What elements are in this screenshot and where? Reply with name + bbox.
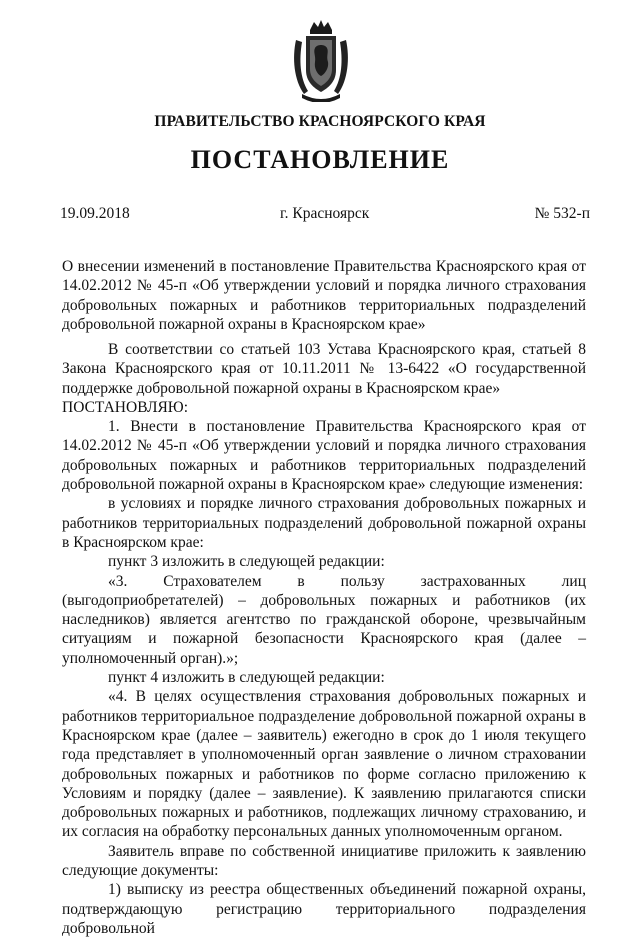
document-date: 19.09.2018 [60,205,130,222]
body-paragraph-point4: «4. В целях осуществления страхования добровольных пожарных и работников территориальное подразделение добровольной пожарной охраны в Красноярском крае (далее – заявитель) ежегодно в срок до 1 июля текущего года представляет в уполномоченный орган заявление о личном страховании добровольных пожарных и работников по форме согласно приложению к Условиям и порядку (далее – заявление). К заявлению прилагаются списки добровольных пожарных и работников, подлежащих личному страхованию, и их согласия на обработку персональных данных уполномоченным органом. [62,688,586,841]
document-subject [62,257,586,334]
document-body [62,340,586,938]
body-paragraph-point3-intro: пункт 3 изложить в следующей редакции: [108,553,385,571]
body-paragraph-1: 1. Внести в постановление Правительства Красноярского края от 14.02.2012 № 45-п «Об утверждении условий и порядка личного страхования добровольных пожарных и работников территориальных подразделений добровольной пожарной охраны в Красноярском крае» следующие изменения: [62,418,586,494]
organization-title: ПРАВИТЕЛЬСТВО КРАСНОЯРСКОГО КРАЯ [154,113,486,130]
document-city: г. Красноярск [280,205,370,222]
body-paragraph-basis: В соответствии со статьей 103 Устава Красноярского края, статьей 8 Закона Красноярского края от 10.11.2011 № 13-6422 «О государственной поддержке добровольной пожарной охраны в Красноярском крае» [62,341,586,397]
body-paragraph-applicant: Заявитель вправе по собственной инициативе приложить к заявлению следующие документы: [62,842,586,880]
document-type-title: ПОСТАНОВЛЕНИЕ [190,145,450,174]
body-paragraph-point4-intro: пункт 4 изложить в следующей редакции: [108,669,385,687]
decree-word: ПОСТАНОВЛЯЮ: [62,398,189,416]
document-number: № 532-п [534,205,590,222]
body-paragraph-item1: 1) выписку из реестра общественных объединений пожарной охраны, подтверждающую регистрацию территориального подразделения добровольной [62,881,586,937]
subject-text: О внесении изменений в постановление Правительства Красноярского края от 14.02.2012 № 45-п «Об утверждении условий и порядка личного страхования добровольных пожарных и работников территориальных подразделений добровольной пожарной охраны в Красноярском крае» [62,258,586,333]
body-paragraph-conditions: в условиях и порядке личного страхования добровольных пожарных и работников территориальных подразделений добровольной пожарной охраны в Красноярском крае: [62,495,586,551]
document-meta-row [60,205,590,225]
coat-of-arms-icon [290,18,352,102]
body-paragraph-point3: «3. Страхователем в пользу застрахованных лиц (выгодоприобретателей) – добровольных пожарных и работников (их наследников) является агентство по гражданской обороне, чрезвычайным ситуациям и пожарной безопасности Красноярского края (далее – уполномоченный орган).»; [62,572,586,667]
